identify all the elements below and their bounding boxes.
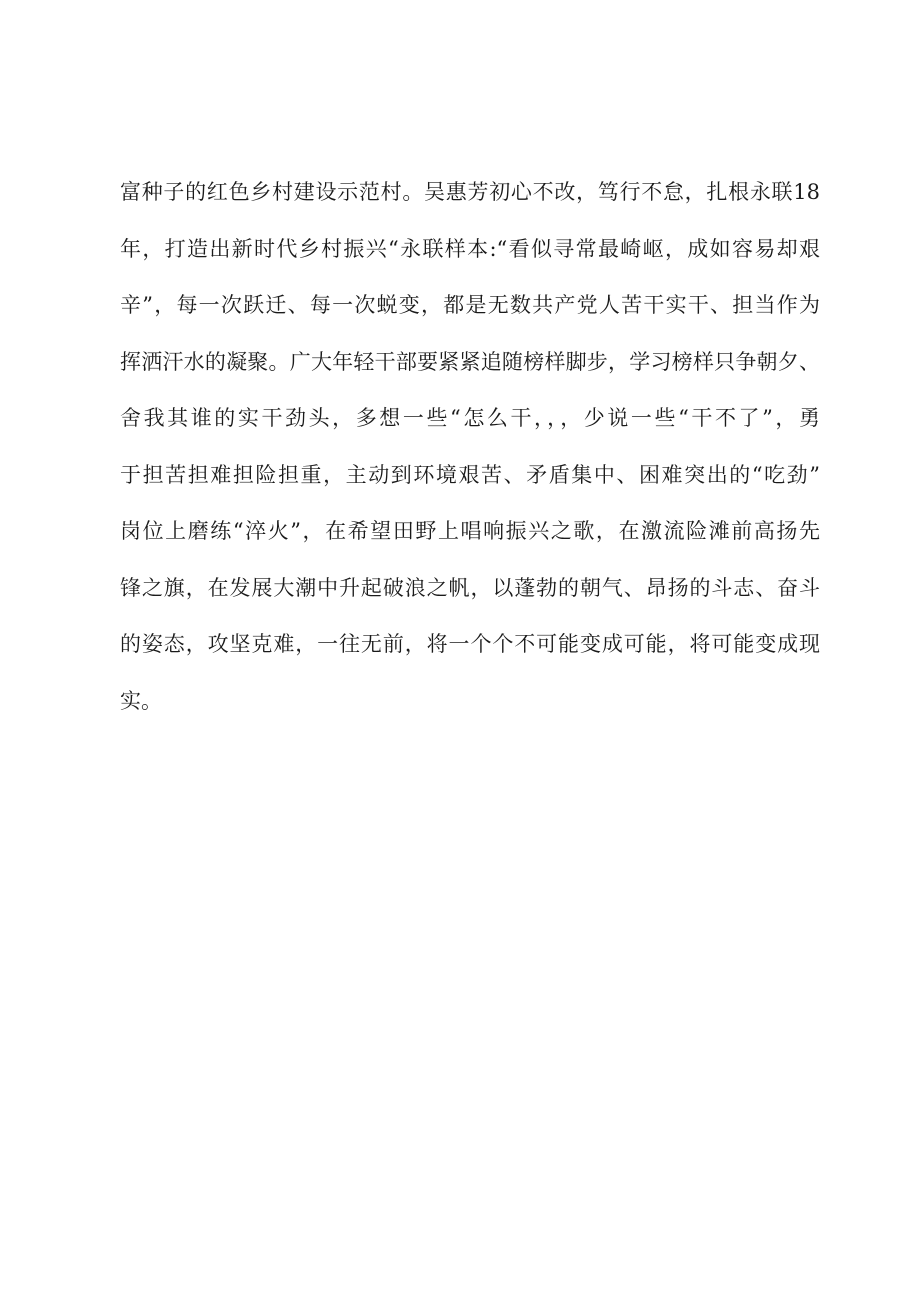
paragraph-line: 挥洒汗水的凝聚。广大年轻干部要紧紧追随榜样脚步，学习榜样只争朝夕、 bbox=[120, 350, 820, 374]
paragraph-line: 的姿态，攻坚克难，一往无前，将一个个不可能变成可能，将可能变成现 bbox=[120, 632, 820, 656]
paragraph-line: 于担苦担难担险担重，主动到环境艰苦、矛盾集中、困难突出的“吃劲” bbox=[120, 463, 820, 487]
paragraph-line: 年，打造出新时代乡村振兴“永联样本:“看似寻常最崎岖，成如容易却艰 bbox=[120, 237, 820, 261]
paragraph-line: 辛”，每一次跃迁、每一次蜕变，都是无数共产党人苦干实干、担当作为 bbox=[120, 293, 820, 317]
paragraph-line: 富种子的红色乡村建设示范村。吴惠芳初心不改，笃行不怠，扎根永联18 bbox=[120, 180, 820, 204]
paragraph-line: 岗位上磨练“淬火”，在希望田野上唱响振兴之歌，在激流险滩前高扬先 bbox=[120, 519, 820, 543]
paragraph-line-last: 实。 bbox=[120, 689, 162, 713]
paragraph-line: 锋之旗，在发展大潮中升起破浪之帆，以蓬勃的朝气、昂扬的斗志、奋斗 bbox=[120, 576, 820, 600]
paragraph-line: 舍我其谁的实干劲头，多想一些“怎么干，，，少说一些“干不了”，勇 bbox=[120, 406, 820, 430]
